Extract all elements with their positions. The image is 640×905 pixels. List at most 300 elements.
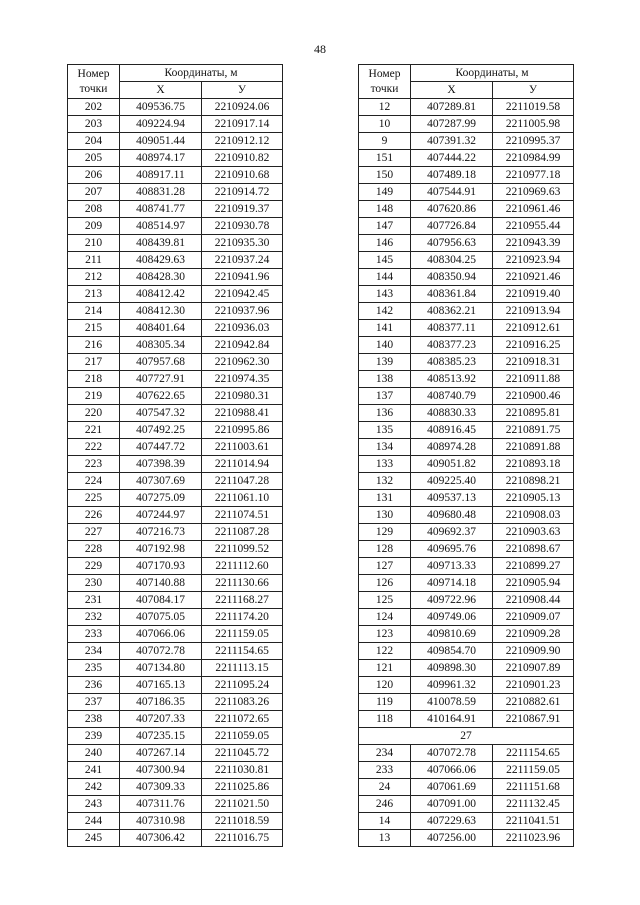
table-row [359, 184, 574, 201]
coordinates-table-right [358, 64, 574, 847]
cell-x: 408429.63 [120, 252, 202, 269]
cell-x: 409537.13 [411, 490, 493, 507]
cell-y: 2210909.90 [493, 643, 574, 660]
table-row [68, 762, 283, 779]
cell-y: 2211016.75 [202, 830, 283, 847]
table-row [359, 371, 574, 388]
cell-y: 2211159.05 [202, 626, 283, 643]
cell-y: 2210913.94 [493, 303, 574, 320]
table-row [359, 762, 574, 779]
table-row [359, 643, 574, 660]
cell-y: 2210898.21 [493, 473, 574, 490]
table-row [359, 201, 574, 218]
cell-x: 407091.00 [411, 796, 493, 813]
cell-x: 409051.82 [411, 456, 493, 473]
cell-y: 2210935.30 [202, 235, 283, 252]
cell-y: 2211018.59 [202, 813, 283, 830]
cell-y: 2211047.28 [202, 473, 283, 490]
cell-y: 2211083.26 [202, 694, 283, 711]
cell-x: 407622.65 [120, 388, 202, 405]
cell-x: 407140.88 [120, 575, 202, 592]
cell-point-number: 204 [68, 133, 120, 150]
column-header-y: У [493, 82, 574, 99]
cell-x: 409749.06 [411, 609, 493, 626]
table-row [359, 524, 574, 541]
cell-point-number: 138 [359, 371, 411, 388]
table-row [68, 184, 283, 201]
cell-point-number: 209 [68, 218, 120, 235]
cell-x: 408740.79 [411, 388, 493, 405]
column-header-point-number [68, 65, 120, 99]
cell-y: 2211132.45 [493, 796, 574, 813]
table-row [68, 558, 283, 575]
section-row [359, 728, 574, 745]
cell-x: 407311.76 [120, 796, 202, 813]
cell-point-number: 241 [68, 762, 120, 779]
cell-point-number: 211 [68, 252, 120, 269]
cell-point-number: 142 [359, 303, 411, 320]
cell-x: 409898.30 [411, 660, 493, 677]
cell-point-number: 10 [359, 116, 411, 133]
cell-x: 408831.28 [120, 184, 202, 201]
cell-point-number: 226 [68, 507, 120, 524]
cell-y: 2210910.68 [202, 167, 283, 184]
cell-point-number: 123 [359, 626, 411, 643]
cell-y: 2210995.37 [493, 133, 574, 150]
cell-x: 407207.33 [120, 711, 202, 728]
cell-y: 2211174.20 [202, 609, 283, 626]
cell-y: 2210901.23 [493, 677, 574, 694]
cell-y: 2210941.96 [202, 269, 283, 286]
cell-y: 2210919.40 [493, 286, 574, 303]
cell-y: 2210995.86 [202, 422, 283, 439]
table-row [359, 405, 574, 422]
cell-point-number: 224 [68, 473, 120, 490]
cell-y: 2211154.65 [202, 643, 283, 660]
cell-point-number: 126 [359, 575, 411, 592]
cell-point-number: 242 [68, 779, 120, 796]
cell-point-number: 121 [359, 660, 411, 677]
cell-x: 410164.91 [411, 711, 493, 728]
cell-y: 2211130.66 [202, 575, 283, 592]
cell-x: 407726.84 [411, 218, 493, 235]
cell-y: 2210943.39 [493, 235, 574, 252]
table-row [359, 150, 574, 167]
cell-point-number: 225 [68, 490, 120, 507]
cell-y: 2211041.51 [493, 813, 574, 830]
table-body-left [68, 99, 283, 847]
cell-x: 407309.33 [120, 779, 202, 796]
cell-y: 2210988.41 [202, 405, 283, 422]
table-row [359, 796, 574, 813]
cell-point-number: 131 [359, 490, 411, 507]
cell-x: 407447.72 [120, 439, 202, 456]
page-number: 48 [314, 42, 326, 56]
cell-y: 2210977.18 [493, 167, 574, 184]
cell-point-number: 128 [359, 541, 411, 558]
cell-x: 409051.44 [120, 133, 202, 150]
cell-x: 407256.00 [411, 830, 493, 847]
cell-x: 407066.06 [120, 626, 202, 643]
cell-x: 408974.17 [120, 150, 202, 167]
cell-y: 2210898.67 [493, 541, 574, 558]
table-row [359, 388, 574, 405]
cell-point-number: 207 [68, 184, 120, 201]
cell-y: 2210905.94 [493, 575, 574, 592]
column-header-point-number [359, 65, 411, 99]
cell-x: 409722.96 [411, 592, 493, 609]
cell-x: 408362.21 [411, 303, 493, 320]
cell-point-number: 237 [68, 694, 120, 711]
table-row [68, 694, 283, 711]
cell-x: 407170.93 [120, 558, 202, 575]
cell-point-number: 144 [359, 269, 411, 286]
cell-y: 2210899.27 [493, 558, 574, 575]
table-row [68, 371, 283, 388]
cell-y: 2211112.60 [202, 558, 283, 575]
cell-x: 408439.81 [120, 235, 202, 252]
cell-x: 407061.69 [411, 779, 493, 796]
cell-x: 407957.68 [120, 354, 202, 371]
table-row [68, 252, 283, 269]
table-row [359, 830, 574, 847]
cell-y: 2210903.63 [493, 524, 574, 541]
table-row [68, 235, 283, 252]
cell-point-number: 124 [359, 609, 411, 626]
cell-point-number: 149 [359, 184, 411, 201]
table-row [359, 711, 574, 728]
cell-x: 407244.97 [120, 507, 202, 524]
table-row [359, 609, 574, 626]
table-row [359, 252, 574, 269]
cell-y: 2210907.89 [493, 660, 574, 677]
table-body-right [359, 99, 574, 847]
cell-point-number: 136 [359, 405, 411, 422]
table-row [359, 575, 574, 592]
cell-point-number: 12 [359, 99, 411, 116]
cell-x: 407235.15 [120, 728, 202, 745]
cell-y: 2210912.61 [493, 320, 574, 337]
table-row [359, 218, 574, 235]
cell-x: 408350.94 [411, 269, 493, 286]
cell-y: 2210942.84 [202, 337, 283, 354]
cell-x: 407289.81 [411, 99, 493, 116]
cell-point-number: 9 [359, 133, 411, 150]
cell-x: 407444.22 [411, 150, 493, 167]
cell-x: 407287.99 [411, 116, 493, 133]
cell-point-number: 148 [359, 201, 411, 218]
cell-point-number: 233 [68, 626, 120, 643]
table-row [359, 235, 574, 252]
table-row [68, 337, 283, 354]
cell-x: 407267.14 [120, 745, 202, 762]
cell-point-number: 127 [359, 558, 411, 575]
cell-y: 2211154.65 [493, 745, 574, 762]
cell-y: 2211072.65 [202, 711, 283, 728]
cell-x: 408305.34 [120, 337, 202, 354]
table-row [359, 694, 574, 711]
cell-point-number: 134 [359, 439, 411, 456]
cell-point-number: 239 [68, 728, 120, 745]
cell-y: 2210893.18 [493, 456, 574, 473]
cell-point-number: 146 [359, 235, 411, 252]
cell-x: 408916.45 [411, 422, 493, 439]
column-header-coordinates: Координаты, м [120, 65, 283, 82]
cell-y: 2211113.15 [202, 660, 283, 677]
cell-point-number: 213 [68, 286, 120, 303]
cell-y: 2210919.37 [202, 201, 283, 218]
cell-point-number: 129 [359, 524, 411, 541]
cell-y: 2210909.28 [493, 626, 574, 643]
table-row [359, 133, 574, 150]
table-row [68, 541, 283, 558]
cell-point-number: 240 [68, 745, 120, 762]
cell-y: 2211030.81 [202, 762, 283, 779]
cell-point-number: 147 [359, 218, 411, 235]
table-row [359, 286, 574, 303]
table-row [68, 133, 283, 150]
cell-y: 2211095.24 [202, 677, 283, 694]
cell-y: 2210961.46 [493, 201, 574, 218]
table-row [68, 575, 283, 592]
table-row [68, 643, 283, 660]
cell-point-number: 231 [68, 592, 120, 609]
cell-y: 2210910.82 [202, 150, 283, 167]
table-row [359, 354, 574, 371]
table-row [359, 473, 574, 490]
cell-x: 408377.11 [411, 320, 493, 337]
cell-y: 2211059.05 [202, 728, 283, 745]
cell-x: 408412.42 [120, 286, 202, 303]
cell-y: 2210908.03 [493, 507, 574, 524]
cell-x: 408917.11 [120, 167, 202, 184]
cell-point-number: 223 [68, 456, 120, 473]
table-row [68, 830, 283, 847]
table-row [359, 745, 574, 762]
cell-y: 2210969.63 [493, 184, 574, 201]
cell-y: 2211023.96 [493, 830, 574, 847]
cell-point-number: 236 [68, 677, 120, 694]
cell-point-number: 122 [359, 643, 411, 660]
cell-y: 2211061.10 [202, 490, 283, 507]
cell-y: 2210882.61 [493, 694, 574, 711]
cell-x: 409714.18 [411, 575, 493, 592]
cell-x: 409854.70 [411, 643, 493, 660]
table-row [359, 116, 574, 133]
column-header-x: Х [411, 82, 493, 99]
column-header-y: У [202, 82, 283, 99]
cell-point-number: 206 [68, 167, 120, 184]
cell-x: 408428.30 [120, 269, 202, 286]
table-row [68, 354, 283, 371]
table-row [68, 677, 283, 694]
cell-y: 2211003.61 [202, 439, 283, 456]
cell-y: 2211045.72 [202, 745, 283, 762]
cell-x: 408974.28 [411, 439, 493, 456]
cell-y: 2210930.78 [202, 218, 283, 235]
cell-y: 2210924.06 [202, 99, 283, 116]
table-row [68, 150, 283, 167]
cell-point-number: 227 [68, 524, 120, 541]
cell-point-number: 119 [359, 694, 411, 711]
table-row [68, 286, 283, 303]
table-row [68, 439, 283, 456]
table-row [68, 524, 283, 541]
cell-x: 408741.77 [120, 201, 202, 218]
header-number-line1: Номер [77, 67, 110, 80]
table-row [68, 167, 283, 184]
cell-x: 408514.97 [120, 218, 202, 235]
header-number-line1: Номер [368, 67, 401, 80]
header-number-line2: точки [79, 82, 108, 95]
cell-point-number: 234 [68, 643, 120, 660]
cell-x: 407072.78 [120, 643, 202, 660]
cell-y: 2210912.12 [202, 133, 283, 150]
cell-point-number: 245 [68, 830, 120, 847]
cell-point-number: 228 [68, 541, 120, 558]
cell-x: 407134.80 [120, 660, 202, 677]
cell-y: 2210937.96 [202, 303, 283, 320]
cell-x: 409695.76 [411, 541, 493, 558]
cell-point-number: 246 [359, 796, 411, 813]
table-row [359, 167, 574, 184]
cell-point-number: 140 [359, 337, 411, 354]
cell-y: 2211005.98 [493, 116, 574, 133]
cell-x: 407192.98 [120, 541, 202, 558]
cell-point-number: 125 [359, 592, 411, 609]
cell-point-number: 130 [359, 507, 411, 524]
table-row [359, 558, 574, 575]
cell-x: 407489.18 [411, 167, 493, 184]
table-row [359, 320, 574, 337]
cell-x: 407956.63 [411, 235, 493, 252]
table-row [68, 796, 283, 813]
cell-y: 2211019.58 [493, 99, 574, 116]
table-row [68, 320, 283, 337]
table-row [68, 711, 283, 728]
cell-x: 409536.75 [120, 99, 202, 116]
cell-x: 407307.69 [120, 473, 202, 490]
cell-x: 410078.59 [411, 694, 493, 711]
cell-y: 2211168.27 [202, 592, 283, 609]
cell-point-number: 202 [68, 99, 120, 116]
cell-point-number: 145 [359, 252, 411, 269]
cell-point-number: 151 [359, 150, 411, 167]
cell-x: 408401.64 [120, 320, 202, 337]
cell-point-number: 238 [68, 711, 120, 728]
cell-x: 407186.35 [120, 694, 202, 711]
cell-y: 2210905.13 [493, 490, 574, 507]
cell-point-number: 132 [359, 473, 411, 490]
cell-x: 407072.78 [411, 745, 493, 762]
cell-y: 2211087.28 [202, 524, 283, 541]
cell-y: 2210900.46 [493, 388, 574, 405]
table-row [68, 99, 283, 116]
table-row [68, 422, 283, 439]
table-row [359, 592, 574, 609]
table-row [68, 303, 283, 320]
cell-y: 2211159.05 [493, 762, 574, 779]
table-row [68, 116, 283, 133]
cell-point-number: 230 [68, 575, 120, 592]
table-row [359, 490, 574, 507]
cell-y: 2211074.51 [202, 507, 283, 524]
cell-y: 2210909.07 [493, 609, 574, 626]
cell-point-number: 222 [68, 439, 120, 456]
table-row [359, 99, 574, 116]
table-row [68, 201, 283, 218]
table-row [68, 728, 283, 745]
table-row [68, 388, 283, 405]
header-number-line2: точки [370, 82, 399, 95]
cell-y: 2211014.94 [202, 456, 283, 473]
cell-x: 407492.25 [120, 422, 202, 439]
cell-point-number: 137 [359, 388, 411, 405]
cell-x: 407727.91 [120, 371, 202, 388]
cell-point-number: 203 [68, 116, 120, 133]
cell-point-number: 217 [68, 354, 120, 371]
cell-x: 408412.30 [120, 303, 202, 320]
cell-point-number: 118 [359, 711, 411, 728]
cell-point-number: 218 [68, 371, 120, 388]
cell-y: 2211151.68 [493, 779, 574, 796]
cell-y: 2211021.50 [202, 796, 283, 813]
cell-y: 2211099.52 [202, 541, 283, 558]
cell-point-number: 141 [359, 320, 411, 337]
cell-y: 2210942.45 [202, 286, 283, 303]
cell-point-number: 135 [359, 422, 411, 439]
cell-point-number: 14 [359, 813, 411, 830]
table-row [359, 422, 574, 439]
cell-y: 2210908.44 [493, 592, 574, 609]
table-row [359, 456, 574, 473]
section-label: 27 [359, 728, 574, 745]
cell-x: 409961.32 [411, 677, 493, 694]
cell-point-number: 235 [68, 660, 120, 677]
cell-x: 408304.25 [411, 252, 493, 269]
cell-point-number: 143 [359, 286, 411, 303]
table-row [68, 660, 283, 677]
cell-y: 2210937.24 [202, 252, 283, 269]
cell-y: 2210917.14 [202, 116, 283, 133]
table-row [68, 626, 283, 643]
cell-y: 2210867.91 [493, 711, 574, 728]
cell-y: 2210918.31 [493, 354, 574, 371]
table-row [359, 337, 574, 354]
cell-x: 407544.91 [411, 184, 493, 201]
cell-x: 407306.42 [120, 830, 202, 847]
table-row [68, 813, 283, 830]
table-row [68, 269, 283, 286]
cell-x: 407310.98 [120, 813, 202, 830]
cell-point-number: 208 [68, 201, 120, 218]
table-row [68, 473, 283, 490]
table-row [359, 439, 574, 456]
cell-point-number: 219 [68, 388, 120, 405]
cell-point-number: 220 [68, 405, 120, 422]
cell-x: 407084.17 [120, 592, 202, 609]
table-row [359, 507, 574, 524]
table-row [68, 507, 283, 524]
cell-x: 407165.13 [120, 677, 202, 694]
cell-y: 2210980.31 [202, 388, 283, 405]
coordinates-table-left [67, 64, 283, 847]
table-row [359, 269, 574, 286]
cell-point-number: 232 [68, 609, 120, 626]
cell-y: 2210895.81 [493, 405, 574, 422]
cell-point-number: 120 [359, 677, 411, 694]
cell-x: 407075.05 [120, 609, 202, 626]
